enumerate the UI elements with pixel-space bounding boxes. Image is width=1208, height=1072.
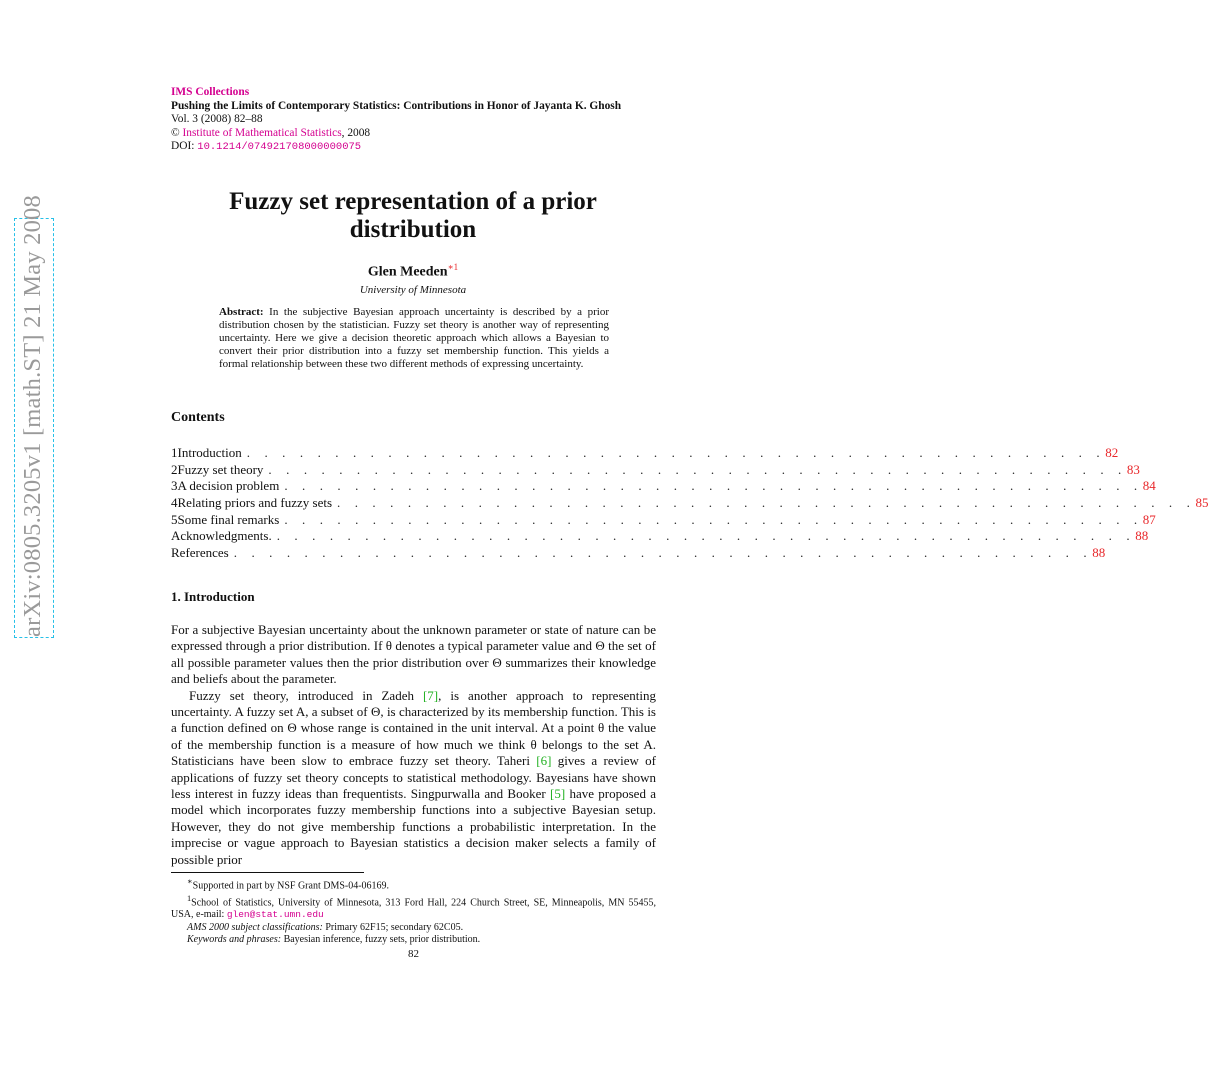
footnote-rule [171,872,364,873]
series-link[interactable]: IMS Collections [171,86,250,98]
page-number: 82 [408,948,419,960]
toc-entry[interactable]: References . . . . . . . . . . . . . . . . . . . . . . . . . . . . . . . . . . . . . . . . . . . . . . . . . 88 [171,545,1106,561]
toc-leader: . . . . . . . . . . . . . . . . . . . . . . . . . . . . . . . . . . . . . . . . . . . . . . . . . [268,461,1127,477]
toc-page-link[interactable]: 88 [1092,545,1106,561]
copyright-line: © Institute of Mathematical Statistics, 2008 [171,126,371,139]
publication-header [171,86,651,155]
arxiv-stamp[interactable]: arXiv:0805.3205v1 [math.ST] 21 May 2008 [14,218,54,638]
citation-link[interactable]: [6] [536,753,552,769]
toc-page-link[interactable]: 82 [1105,445,1119,460]
toc-page-link[interactable]: 84 [1142,478,1156,494]
affiliation: University of Minnesota [359,284,467,296]
toc-leader: . . . . . . . . . . . . . . . . . . . . . . . . . . . . . . . . . . . . . . . . . . . . . . . . . [337,495,1196,511]
body-text [171,622,656,868]
toc-leader: . . . . . . . . . . . . . . . . . . . . . . . . . . . . . . . . . . . . . . . . . . . . . . . . . [284,478,1143,494]
paragraph: For a subjective Bayesian uncertainty about the unknown parameter or state of nature can be expressed through a prior distribution. If θ denotes a typical parameter value and Θ the set of all possible parameter values then the prior distribution over Θ summarizes their knowledge and beliefs about the parameter. [171,622,656,687]
abstract-text: In the subjective Bayesian approach uncertainty is described by a prior distribution chosen by the statistician. Fuzzy set theory is another way of representing uncertainty. Here we give a decision theoretic approach which allows a Bayesian to convert their prior distribution into a fuzzy set membership function. This yields a formal relationship between these two different methods of expressing uncertainty. [219,306,609,371]
footnotes [171,876,656,947]
book-title: Pushing the Limits of Contemporary Statistics: Contributions in Honor of Jayanta K. Ghosh [171,99,622,112]
toc-page-link[interactable]: 83 [1126,461,1140,477]
toc-leader: . . . . . . . . . . . . . . . . . . . . . . . . . . . . . . . . . . . . . . . . . . . . . . . . . [233,545,1093,561]
toc-page-link[interactable]: 87 [1142,511,1156,527]
email-link[interactable]: glen@stat.umn.edu [226,909,324,921]
volume-info: Vol. 3 (2008) 82–88 [171,113,263,125]
toc-leader: . . . . . . . . . . . . . . . . . . . . . . . . . . . . . . . . . . . . . . . . . . . . . . . . . [246,445,1106,460]
section-heading: 1. Introduction [171,589,255,604]
ams-classification: AMS 2000 subject classifications: Primary 62F15; secondary 62C05. [187,921,464,933]
footnote: $^1$School of Statistics, University of Minnesota, 313 Ford Hall, 224 Church Street, SE, Minneapolis, MN 55455, USA, e-mail: glen@stat.umn.edu [171,893,656,921]
abstract-label: Abstract: [219,306,264,318]
paragraph: Fuzzy set theory, introduced in Zadeh [7], is another approach to representing uncertainty. A fuzzy set A, a subset of Θ, is characterized by its membership function. This is a function defined on Θ whose range is contained in the unit interval. At a point θ the value of the membership function is a measure of how much we think θ belongs to the set A. Statisticians have been slow to embrace fuzzy set theory. Taheri [6] gives a review of applications of fuzzy set theory concepts to statistical methodology. Bayesians have shown less interest in fuzzy ideas than frequentists. Singpurwalla and Booker [5] have proposed a model which incorporates fuzzy membership functions into a subjective Bayesian setup. However, they do not give membership functions a probabilistic interpretation. In the imprecise or vague approach to Bayesian statistics a decision maker selects a family of possible prior [171,687,657,867]
toc-page-link[interactable]: 85 [1195,495,1208,511]
toc-entry[interactable]: 2 Fuzzy set theory . . . . . . . . . . . . . . . . . . . . . . . . . . . . . . . . . . . . . . . . . . . . . . . . . 83 [171,461,1140,477]
table-of-contents [171,445,1208,562]
toc-entry[interactable]: 1 Introduction . . . . . . . . . . . . . . . . . . . . . . . . . . . . . . . . . . . . . . . . . . . . . . . . . 82 [171,445,1119,460]
citation-link[interactable]: [5] [550,786,566,802]
toc-entry[interactable]: 4 Relating priors and fuzzy sets . . . . . . . . . . . . . . . . . . . . . . . . . . . . . . . . . . . . . . . . . . . . . . . . . 85 [171,495,1208,511]
copyright-icon: © [171,126,180,139]
toc-entry[interactable]: 3 A decision problem . . . . . . . . . . . . . . . . . . . . . . . . . . . . . . . . . . . . . . . . . . . . . . . . . 84 [171,478,1156,494]
publisher-link[interactable]: Institute of Mathematical Statistics [182,126,342,139]
keywords: Keywords and phrases: Bayesian inference, fuzzy sets, prior distribution. [187,934,481,946]
paper-title: Fuzzy set representation of a prior distribution [229,188,597,243]
doi-link[interactable]: 10.1214/074921708000000075 [197,141,362,153]
author-line [171,262,655,281]
author-footnote-marks[interactable]: ∗1 [447,262,459,272]
contents-heading: Contents [171,410,225,425]
toc-page-link[interactable]: 88 [1135,528,1149,544]
doi-line: DOI: 10.1214/074921708000000075 [171,140,362,153]
footnote: ∗Supported in part by NSF Grant DMS-04-06169. [187,877,390,892]
toc-leader: . . . . . . . . . . . . . . . . . . . . . . . . . . . . . . . . . . . . . . . . . . . . . . . . . [276,528,1136,544]
toc-entry[interactable]: Acknowledgments. . . . . . . . . . . . . . . . . . . . . . . . . . . . . . . . . . . . . . . . . . . . . . . . . . 88 [171,528,1149,544]
citation-link[interactable]: [7] [422,687,439,703]
toc-leader: . . . . . . . . . . . . . . . . . . . . . . . . . . . . . . . . . . . . . . . . . . . . . . . . . [284,511,1143,527]
author-name: Glen Meeden [367,264,448,280]
abstract [219,306,609,371]
toc-entry[interactable]: 5 Some final remarks . . . . . . . . . . . . . . . . . . . . . . . . . . . . . . . . . . . . . . . . . . . . . . . . . 87 [171,511,1156,527]
